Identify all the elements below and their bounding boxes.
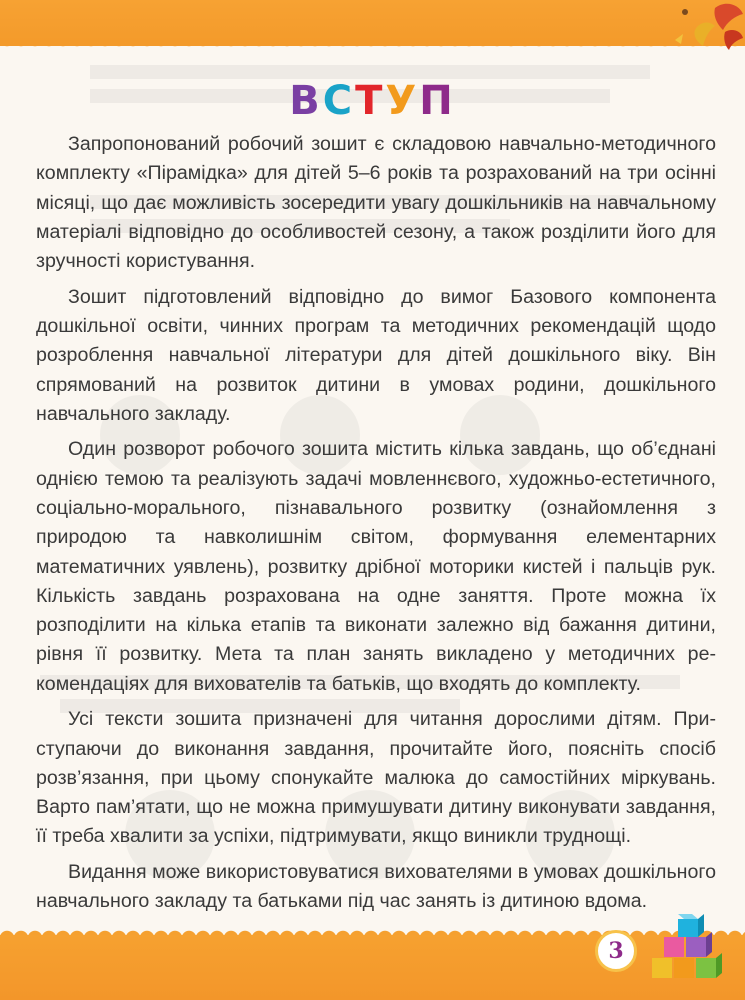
toy-cubes-icon: [650, 914, 730, 980]
autumn-leaves-icon: [655, 0, 745, 55]
paragraph: Запропонований робочий зошит є складовою навчально-методичного комплекту «Пірамідка» для дітей 5–6 років та розрахований на три осінні місяці, що дає можливість зосередити увагу дошкільників на навчальному матеріалі відповідно до особливостей сезону, а також розділити його для зручності користування.: [36, 133, 716, 273]
paragraph: Усі тексти зошита призначені для читання дорослими дітям. Приступаючи до виконання завдання, прочитайте його, поясніть спосіб розв’язання, при цьому спонукайте малюка до самостійних міркувань. Варто пам’ятати, що не можна примушувати дитину виконувати завдання, її треба хвалити за успіхи, підтримувати, якщо виникли труднощі.: [36, 708, 716, 848]
title-letter: У: [385, 78, 420, 124]
intro-text: [36, 130, 716, 923]
paragraph: Зошит підготовлений відповідно до вимог Базового компонента дошкільної освіти, чинних програм та методичних рекомендацій щодо розроблення навчальної літератури для дітей дошкільного віку. Він спрямований на розвиток дитини в умовах родини, дошкільного навчального закладу.: [36, 285, 716, 425]
top-scalloped-edge: [0, 40, 745, 54]
title-letter: П: [419, 78, 456, 124]
title-letter: В: [289, 78, 323, 124]
paragraph: Один розворот робочого зошита містить кілька завдань, що об’єднані однією темою та реалізують задачі мовленнєвого, художньо-естетичного, соціально-морального, пізнавального розвитку (ознайомлення з природою та навколишнім світом, формування елементарних математичних уявлень), розвитку дрібної моторики кистей і пальців рук. Кількість завдань розрахована на одне заняття. Проте можна їх розподілити на кілька етапів та виконати залежно від бажання дитини, рівня її розвитку. Мета та план занять викладено у методичних рекомендаціях для вихователів та батьків, що входять до комплекту.: [36, 438, 716, 695]
title-letter: С: [322, 78, 356, 124]
page-number: 3: [595, 930, 637, 972]
paragraph: Видання може використовуватися вихователями в умовах дошкільного навчального закладу та батьками під час занять із дитиною вдома.: [36, 860, 716, 913]
page-title: [0, 76, 745, 126]
title-letter: Т: [355, 78, 386, 124]
